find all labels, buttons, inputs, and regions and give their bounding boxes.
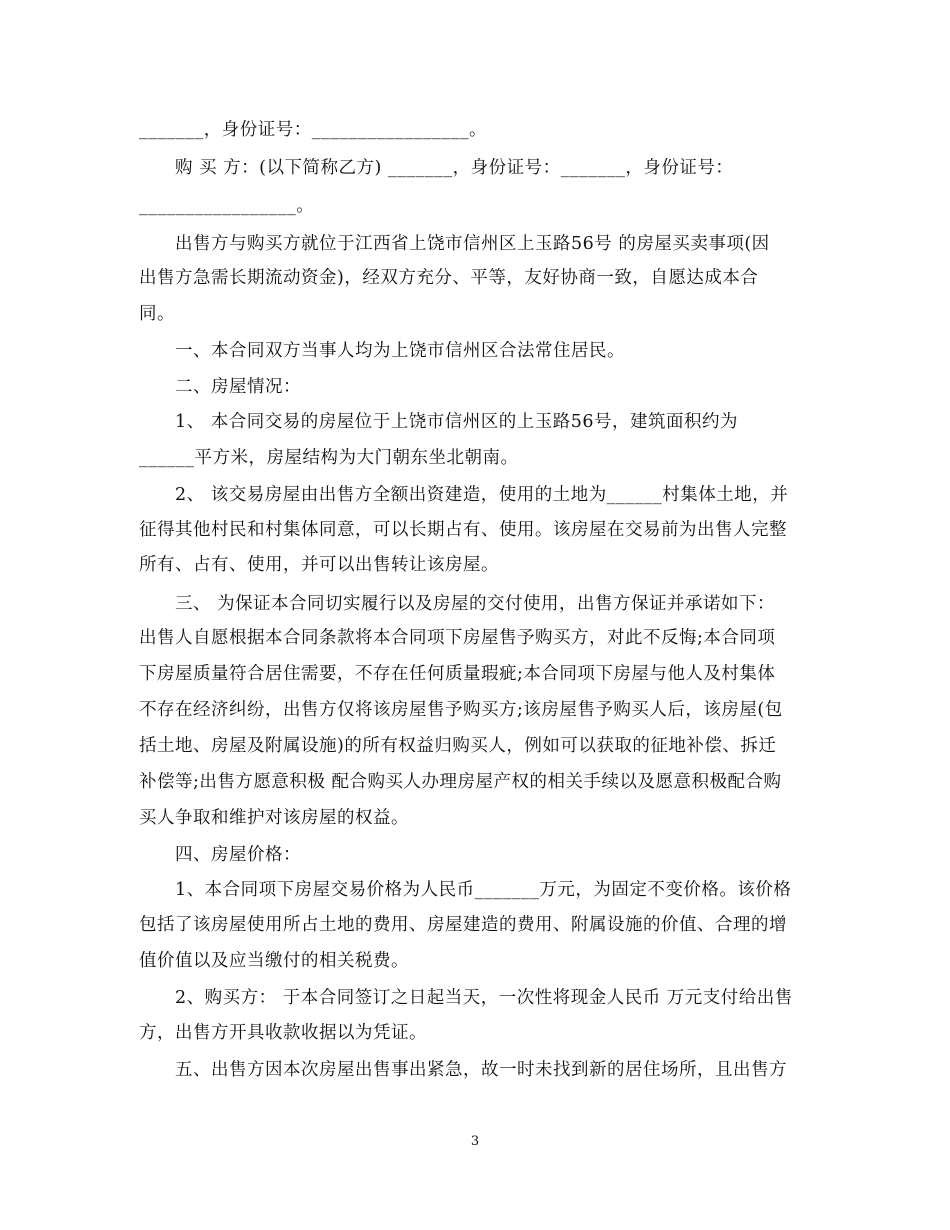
text-line: 出售方急需长期流动资金)，经双方充分、平等，友好协商一致，自愿达成本合 [139,268,759,288]
text-line: 补偿等;出售方愿意积极 配合购买人办理房屋产权的相关手续以及愿意积极配合购 [139,772,782,792]
text-line: _______，身份证号：_________________。 [139,120,487,140]
text-line: 买人争取和维护对该房屋的权益。 [139,808,409,828]
text-line: 一、本合同双方当事人均为上饶市信州区合法常住居民。 [175,341,625,361]
text-line: 所有、占有、使用，并可以出售转让该房屋。 [139,555,499,575]
text-line: 购 买 方：(以下简称乙方) _______，身份证号：_______，身份证号： [175,158,734,178]
text-line: 二、房屋情况： [175,377,301,397]
text-line: 包括了该房屋使用所占土地的费用、房屋建造的费用、附属设施的价值、合理的增 [139,915,787,935]
text-line: 值价值以及应当缴付的相关税费。 [139,951,409,971]
text-line: 五、出售方因本次房屋出售事出紧急，故一时未找到新的居住场所，且出售方 [175,1060,787,1080]
text-line: 1、本合同项下房屋交易价格为人民币_______万元，为固定不变价格。该价格 [175,880,792,900]
text-line: 三、 为保证本合同切实履行以及房屋的交付使用，出售方保证并承诺如下： [175,594,776,614]
text-line: 出售方与购买方就位于江西省上饶市信州区上玉路56号 的房屋买卖事项(因 [175,234,770,254]
text-line: 征得其他村民和村集体同意，可以长期占有、使用。该房屋在交易前为出售人完整 [139,520,787,540]
text-line: 2、购买方： 于本合同签订之日起当天，一次性将现金人民币 万元支付给出售 [175,988,793,1008]
text-line: 出售人自愿根据本合同条款将本合同项下房屋售予购买方，对此不反悔;本合同项 [139,628,776,648]
text-line: ______平方米，房屋结构为大门朝东坐北朝南。 [139,448,519,468]
text-line: 方，出售方开具收款收据以为凭证。 [139,1023,427,1043]
text-line: 四、房屋价格： [175,845,301,865]
text-line: 不存在经济纠纷，出售方仅将该房屋售予购买方;该房屋售予购买人后，该房屋(包 [139,700,783,720]
text-line: 下房屋质量符合居住需要，不存在任何质量瑕疵;本合同项下房屋与他人及村集体 [139,664,776,684]
text-line: 括土地、房屋及附属设施)的所有权益归购买人，例如可以获取的征地补偿、拆迁 [139,736,777,756]
page-number: 3 [470,1134,480,1149]
text-line: 同。 [139,304,175,324]
text-line: 1、 本合同交易的房屋位于上饶市信州区的上玉路56号，建筑面积约为 [175,412,738,432]
text-line: 2、 该交易房屋由出售方全额出资建造，使用的土地为______村集体土地，并 [175,485,789,505]
text-line: _________________。 [139,196,315,216]
